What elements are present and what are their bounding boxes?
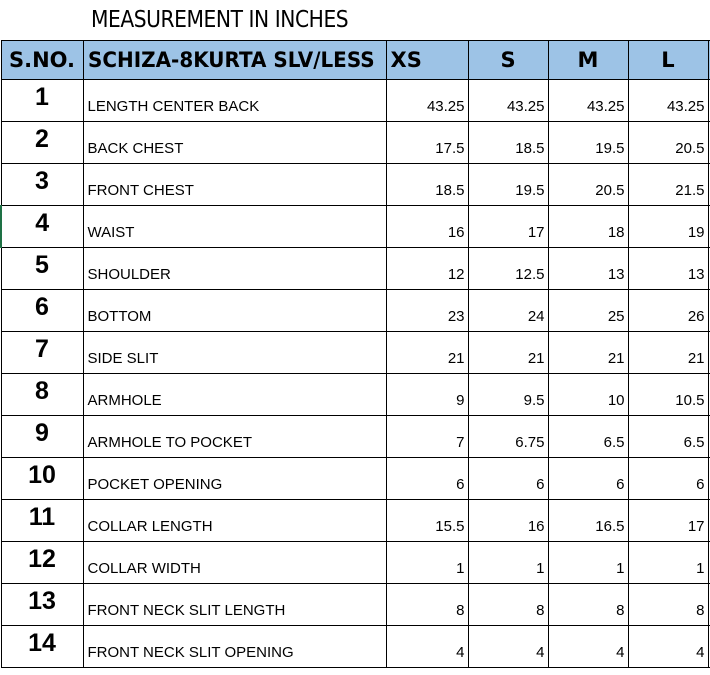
header-row [1,41,710,80]
table-row [1,164,710,206]
header-sno[interactable]: S.NO. [1,41,83,80]
measurement-label-cell[interactable]: FRONT NECK SLIT LENGTH [83,584,386,626]
value-cell-s[interactable]: 16 [468,500,548,542]
value-cell-l[interactable]: 26 [628,290,708,332]
table-row [1,248,710,290]
value-cell-m[interactable]: 10 [548,374,628,416]
value-cell-xs[interactable]: 4 [386,626,468,668]
value-cell-m[interactable]: 25 [548,290,628,332]
row-number-cell[interactable]: 8 [1,374,83,416]
row-number-cell[interactable]: 13 [1,584,83,626]
measurement-label-cell[interactable]: ARMHOLE TO POCKET [83,416,386,458]
value-cell-s[interactable]: 12.5 [468,248,548,290]
value-cell-s[interactable]: 8 [468,584,548,626]
row-number-cell[interactable]: 9 [1,416,83,458]
value-cell-m[interactable]: 4 [548,626,628,668]
value-cell-m[interactable]: 16.5 [548,500,628,542]
value-cell-m[interactable]: 6.5 [548,416,628,458]
table-row [1,500,710,542]
value-cell-m[interactable]: 8 [548,584,628,626]
value-cell-xs[interactable]: 23 [386,290,468,332]
value-cell-xs[interactable]: 7 [386,416,468,458]
value-cell-s[interactable]: 9.5 [468,374,548,416]
header-size-xs[interactable]: XS [386,41,468,80]
measurement-label-cell[interactable]: SIDE SLIT [83,332,386,374]
value-cell-s[interactable]: 1 [468,542,548,584]
value-cell-xs[interactable]: 17.5 [386,122,468,164]
row-number-cell[interactable]: 3 [1,164,83,206]
row-number-cell[interactable]: 5 [1,248,83,290]
row-number-cell[interactable]: 11 [1,500,83,542]
value-cell-s[interactable]: 6.75 [468,416,548,458]
measurement-label-cell[interactable]: FRONT CHEST [83,164,386,206]
value-cell-l[interactable]: 19 [628,206,708,248]
sheet-title [0,0,710,40]
table-row [1,542,710,584]
value-cell-l[interactable]: 21.5 [628,164,708,206]
header-size-l[interactable]: L [628,41,708,80]
table-row [1,374,710,416]
table-row [1,80,710,122]
measurement-label-cell[interactable]: BOTTOM [83,290,386,332]
value-cell-xs[interactable]: 9 [386,374,468,416]
measurement-label-cell[interactable]: POCKET OPENING [83,458,386,500]
value-cell-m[interactable]: 6 [548,458,628,500]
table-row [1,584,710,626]
value-cell-m[interactable]: 19.5 [548,122,628,164]
table-row [1,626,710,668]
value-cell-xs[interactable]: 8 [386,584,468,626]
measurement-label-cell[interactable]: LENGTH CENTER BACK [83,80,386,122]
value-cell-m[interactable]: 21 [548,332,628,374]
row-number-cell[interactable]: 6 [1,290,83,332]
value-cell-xs[interactable]: 6 [386,458,468,500]
row-number-cell[interactable]: 12 [1,542,83,584]
header-size-s[interactable]: S [468,41,548,80]
table-row [1,332,710,374]
value-cell-m[interactable]: 18 [548,206,628,248]
measurement-label-cell[interactable]: FRONT NECK SLIT OPENING [83,626,386,668]
value-cell-l[interactable]: 1 [628,542,708,584]
value-cell-m[interactable]: 1 [548,542,628,584]
value-cell-xs[interactable]: 21 [386,332,468,374]
sheet-title-text: MEASUREMENT IN INCHES [91,7,349,33]
row-number-cell[interactable]: 2 [1,122,83,164]
table-row [1,206,710,248]
table-row [1,290,710,332]
value-cell-s[interactable]: 43.25 [468,80,548,122]
value-cell-s[interactable]: 21 [468,332,548,374]
value-cell-l[interactable]: 20.5 [628,122,708,164]
value-cell-m[interactable]: 13 [548,248,628,290]
row-number-cell[interactable]: 4 [1,206,83,248]
row-number-cell[interactable]: 7 [1,332,83,374]
value-cell-m[interactable]: 20.5 [548,164,628,206]
header-style-text: SCHIZA-8KURTA SLV/LESS [87,48,375,72]
value-cell-s[interactable]: 4 [468,626,548,668]
value-cell-s[interactable]: 6 [468,458,548,500]
row-number-cell[interactable]: 1 [1,80,83,122]
value-cell-l[interactable]: 8 [628,584,708,626]
table-row [1,416,710,458]
measurement-label-cell[interactable]: ARMHOLE [83,374,386,416]
header-size-m[interactable]: M [548,41,628,80]
value-cell-l[interactable]: 13 [628,248,708,290]
header-style[interactable] [83,41,386,80]
value-cell-l[interactable]: 21 [628,332,708,374]
value-cell-l[interactable]: 6.5 [628,416,708,458]
measurement-label-cell[interactable]: COLLAR LENGTH [83,500,386,542]
value-cell-xs[interactable]: 43.25 [386,80,468,122]
value-cell-l[interactable]: 17 [628,500,708,542]
measurement-label-cell[interactable]: WAIST [83,206,386,248]
value-cell-s[interactable]: 19.5 [468,164,548,206]
measurement-table [0,40,710,668]
measurement-label-cell[interactable]: COLLAR WIDTH [83,542,386,584]
value-cell-xs[interactable]: 18.5 [386,164,468,206]
value-cell-xs[interactable]: 12 [386,248,468,290]
value-cell-s[interactable]: 24 [468,290,548,332]
table-row [1,122,710,164]
value-cell-l[interactable]: 4 [628,626,708,668]
value-cell-l[interactable]: 10.5 [628,374,708,416]
value-cell-m[interactable]: 43.25 [548,80,628,122]
row-number-cell[interactable]: 14 [1,626,83,668]
value-cell-l[interactable]: 6 [628,458,708,500]
value-cell-xs[interactable]: 15.5 [386,500,468,542]
value-cell-xs[interactable]: 1 [386,542,468,584]
value-cell-s[interactable]: 18.5 [468,122,548,164]
value-cell-xs[interactable]: 16 [386,206,468,248]
value-cell-l[interactable]: 43.25 [628,80,708,122]
row-number-cell[interactable]: 10 [1,458,83,500]
measurement-label-cell[interactable]: BACK CHEST [83,122,386,164]
value-cell-s[interactable]: 17 [468,206,548,248]
table-row [1,458,710,500]
measurement-label-cell[interactable]: SHOULDER [83,248,386,290]
